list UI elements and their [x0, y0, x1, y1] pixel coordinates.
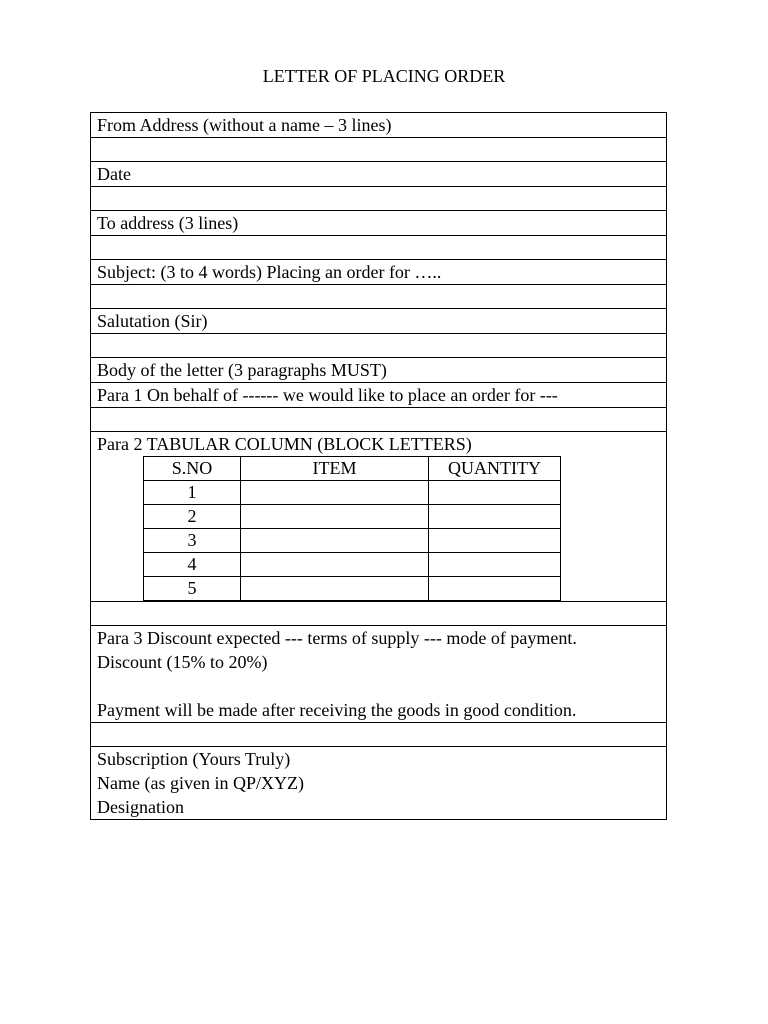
blank-cell [91, 602, 667, 626]
letter-format-table [90, 112, 667, 820]
items-table-row [144, 529, 561, 553]
subscription-line: Subscription (Yours Truly) [97, 749, 291, 769]
document-title: LETTER OF PLACING ORDER [262, 66, 506, 86]
blank-row [91, 723, 667, 747]
sno-cell: 2 [144, 505, 241, 529]
sno-cell: 5 [144, 577, 241, 601]
table-row [91, 211, 667, 236]
discount-line: Discount (15% to 20%) [97, 652, 268, 672]
table-row [91, 309, 667, 334]
table-row [91, 747, 667, 820]
blank-row [91, 138, 667, 162]
item-cell [241, 577, 429, 601]
item-cell [241, 529, 429, 553]
body-heading-label: Body of the letter (3 paragraphs MUST) [91, 358, 667, 383]
table-row [91, 260, 667, 285]
quantity-cell [429, 577, 561, 601]
quantity-header: QUANTITY [429, 457, 561, 481]
sno-cell: 1 [144, 481, 241, 505]
items-table [143, 456, 561, 601]
salutation-label: Salutation (Sir) [91, 309, 667, 334]
quantity-cell [429, 553, 561, 577]
blank-cell [91, 285, 667, 309]
quantity-cell [429, 481, 561, 505]
table-row [91, 358, 667, 383]
para2-heading: Para 2 TABULAR COLUMN (BLOCK LETTERS) [97, 434, 472, 454]
blank-row [91, 236, 667, 260]
payment-line: Payment will be made after receiving the goods in good condition. [97, 700, 577, 720]
para2-cell [91, 432, 667, 602]
sno-header: S.NO [144, 457, 241, 481]
date-label: Date [91, 162, 667, 187]
items-table-row [144, 577, 561, 601]
item-cell [241, 481, 429, 505]
blank-cell [91, 187, 667, 211]
item-cell [241, 505, 429, 529]
blank-row [91, 285, 667, 309]
subject-label: Subject: (3 to 4 words) Placing an order for ….. [91, 260, 667, 285]
table-row [91, 113, 667, 138]
para3-cell [91, 626, 667, 723]
item-header: ITEM [241, 457, 429, 481]
blank-row [91, 408, 667, 432]
table-row [91, 626, 667, 723]
para1-label: Para 1 On behalf of ------ we would like to place an order for --- [91, 383, 667, 408]
from-address-label: From Address (without a name – 3 lines) [91, 113, 667, 138]
sno-cell: 3 [144, 529, 241, 553]
blank-cell [91, 138, 667, 162]
closing-cell [91, 747, 667, 820]
quantity-cell [429, 529, 561, 553]
name-line: Name (as given in QP/XYZ) [97, 773, 304, 793]
to-address-label: To address (3 lines) [91, 211, 667, 236]
table-row [91, 162, 667, 187]
blank-cell [91, 408, 667, 432]
table-row [91, 432, 667, 602]
item-cell [241, 553, 429, 577]
items-table-row [144, 553, 561, 577]
para3-line: Para 3 Discount expected --- terms of supply --- mode of payment. [97, 628, 577, 648]
sno-cell: 4 [144, 553, 241, 577]
blank-row [91, 187, 667, 211]
blank-row [91, 334, 667, 358]
blank-cell [91, 723, 667, 747]
blank-cell [91, 236, 667, 260]
blank-cell [91, 334, 667, 358]
quantity-cell [429, 505, 561, 529]
items-table-header-row [144, 457, 561, 481]
blank-row [91, 602, 667, 626]
items-table-row [144, 481, 561, 505]
table-row [91, 383, 667, 408]
designation-line: Designation [97, 797, 184, 817]
items-table-row [144, 505, 561, 529]
spacer [97, 674, 660, 698]
